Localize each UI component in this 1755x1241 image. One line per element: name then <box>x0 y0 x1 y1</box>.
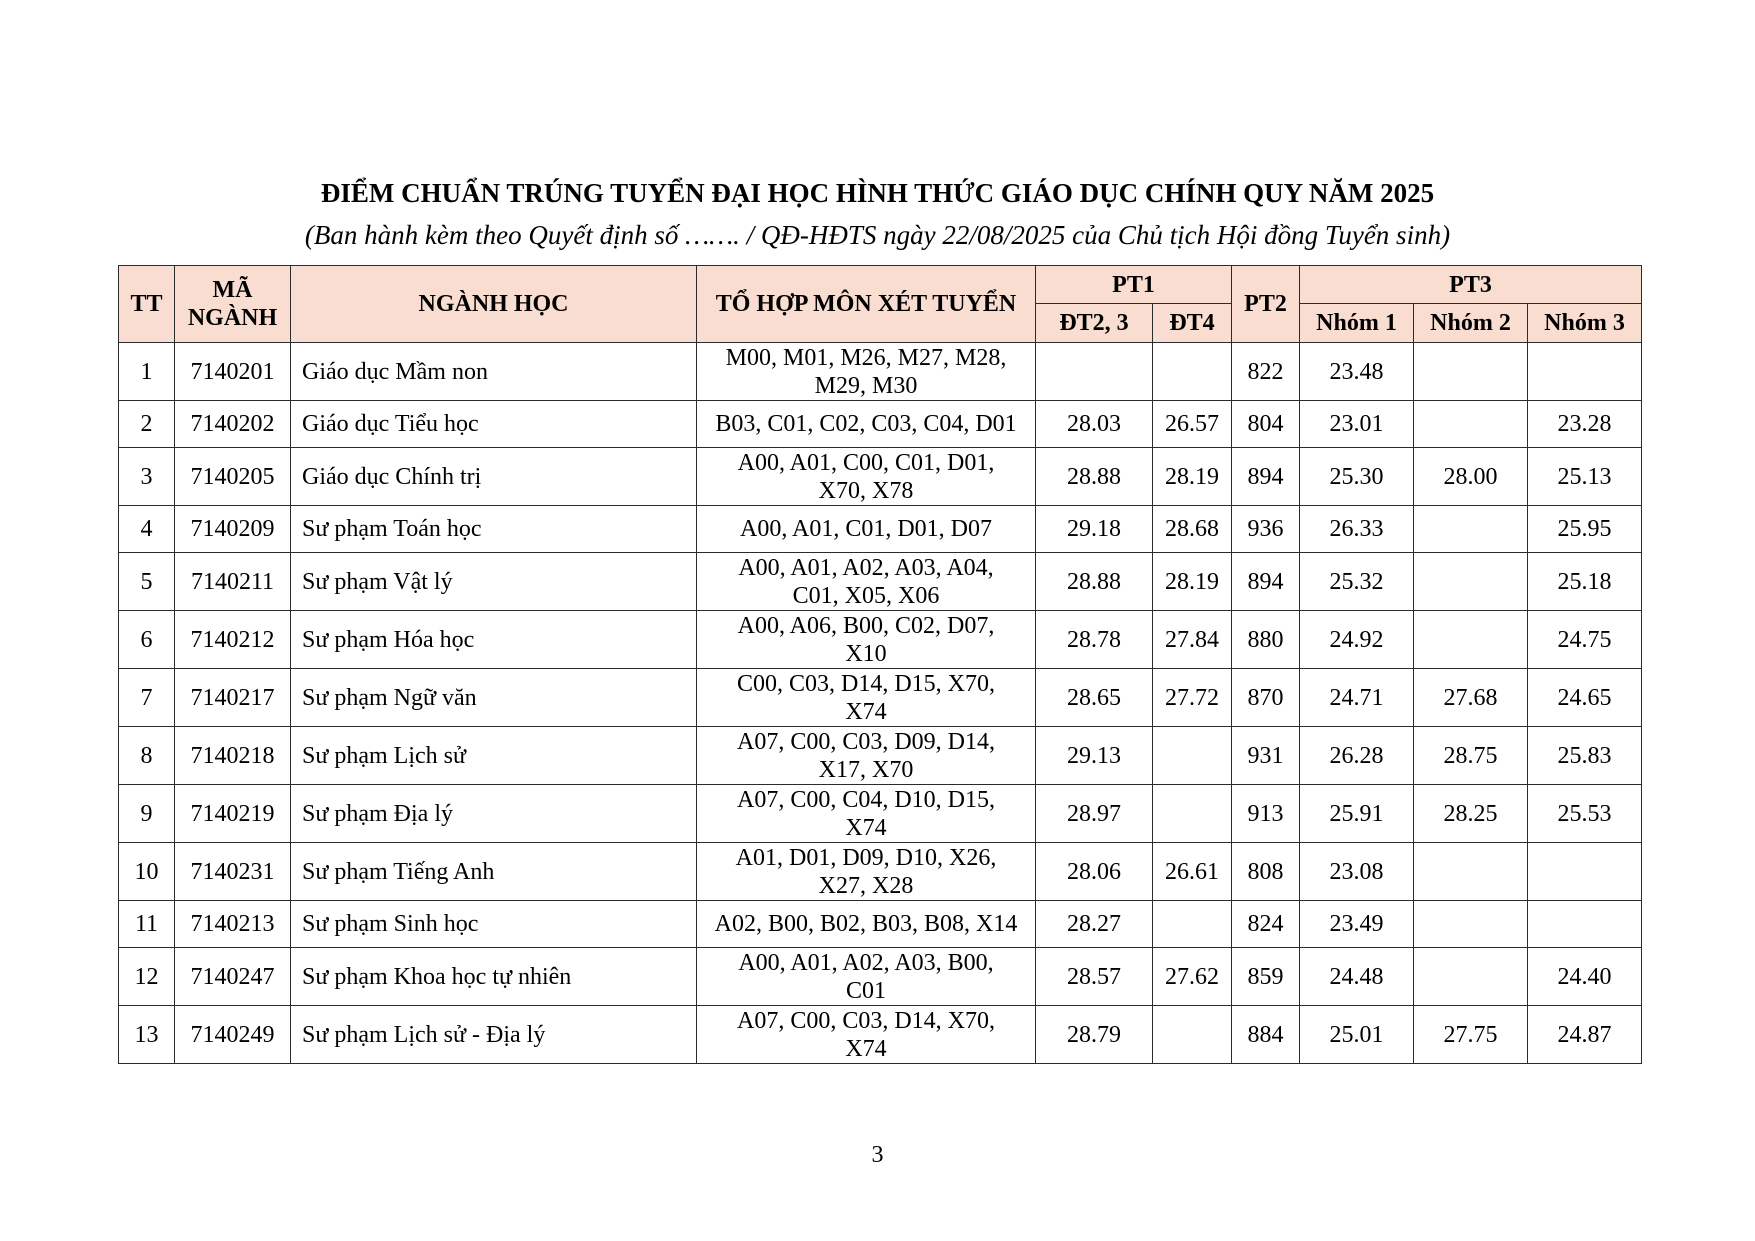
row-code: 7140247 <box>175 948 291 1006</box>
row-pt3-nhom1: 24.92 <box>1300 611 1414 669</box>
table-row <box>119 553 1642 611</box>
row-code: 7140211 <box>175 553 291 611</box>
row-tt: 7 <box>119 669 175 727</box>
row-name: Sư phạm Ngữ văn <box>291 669 697 727</box>
row-pt1-dt4 <box>1153 343 1232 401</box>
row-combo-line-1: A01, D01, D09, D10, X26, <box>735 844 997 871</box>
row-combo <box>697 611 1036 669</box>
row-pt1-dt4 <box>1153 901 1232 948</box>
row-pt3-nhom1: 25.91 <box>1300 785 1414 843</box>
row-combo-line-2: X27, X28 <box>818 872 914 899</box>
row-combo <box>697 901 1036 948</box>
row-pt3-nhom2 <box>1414 506 1528 553</box>
row-pt3-nhom1: 26.33 <box>1300 506 1414 553</box>
row-combo <box>697 506 1036 553</box>
row-pt2: 931 <box>1232 727 1300 785</box>
row-tt: 10 <box>119 843 175 901</box>
header-pt3: PT3 <box>1300 266 1642 304</box>
row-combo-line-1: A00, A06, B00, C02, D07, <box>737 612 995 639</box>
row-pt3-nhom1: 23.49 <box>1300 901 1414 948</box>
row-name: Sư phạm Tiếng Anh <box>291 843 697 901</box>
row-name: Giáo dục Mầm non <box>291 343 697 401</box>
row-code: 7140212 <box>175 611 291 669</box>
row-pt3-nhom1: 25.30 <box>1300 448 1414 506</box>
row-combo <box>697 669 1036 727</box>
table-row <box>119 1006 1642 1064</box>
row-pt1-dt23: 29.13 <box>1036 727 1153 785</box>
row-combo-line-1: A00, A01, C00, C01, D01, <box>737 449 995 476</box>
table-row <box>119 785 1642 843</box>
table-row <box>119 448 1642 506</box>
row-combo <box>697 343 1036 401</box>
row-name: Sư phạm Sinh học <box>291 901 697 948</box>
row-pt2: 884 <box>1232 1006 1300 1064</box>
row-pt1-dt4: 27.84 <box>1153 611 1232 669</box>
row-pt1-dt23: 28.97 <box>1036 785 1153 843</box>
row-pt3-nhom1: 23.01 <box>1300 401 1414 448</box>
row-combo <box>697 785 1036 843</box>
row-pt2: 804 <box>1232 401 1300 448</box>
row-tt: 6 <box>119 611 175 669</box>
table-row <box>119 611 1642 669</box>
row-code: 7140231 <box>175 843 291 901</box>
row-combo-line-2: M29, M30 <box>814 372 918 399</box>
row-tt: 12 <box>119 948 175 1006</box>
row-pt1-dt23: 28.88 <box>1036 448 1153 506</box>
page-number: 3 <box>871 1142 884 1168</box>
header-ma-nganh <box>175 266 291 343</box>
row-pt1-dt23: 28.78 <box>1036 611 1153 669</box>
row-pt1-dt4 <box>1153 727 1232 785</box>
row-pt3-nhom1: 25.32 <box>1300 553 1414 611</box>
row-code: 7140218 <box>175 727 291 785</box>
row-combo <box>697 553 1036 611</box>
row-combo-line-1: A07, C00, C04, D10, D15, <box>736 786 995 813</box>
row-pt3-nhom2 <box>1414 901 1528 948</box>
row-tt: 3 <box>119 448 175 506</box>
row-pt3-nhom2: 28.75 <box>1414 727 1528 785</box>
row-combo-line-2: C01, X05, X06 <box>792 582 940 609</box>
row-pt3-nhom2 <box>1414 343 1528 401</box>
row-pt3-nhom1: 24.71 <box>1300 669 1414 727</box>
row-combo-line-1: A07, C00, C03, D14, X70, <box>736 1007 995 1034</box>
row-tt: 5 <box>119 553 175 611</box>
row-pt1-dt4: 26.57 <box>1153 401 1232 448</box>
row-pt1-dt4 <box>1153 785 1232 843</box>
row-tt: 9 <box>119 785 175 843</box>
table-header <box>119 266 1642 343</box>
row-pt1-dt23: 28.03 <box>1036 401 1153 448</box>
row-combo <box>697 727 1036 785</box>
row-pt3-nhom1: 26.28 <box>1300 727 1414 785</box>
row-code: 7140213 <box>175 901 291 948</box>
document-subtitle: (Ban hành kèm theo Quyết định số ……. / QĐ-HĐTS ngày 22/08/2025 của Chủ tịch Hội đồng Tuyển sinh) <box>304 220 1451 250</box>
row-pt3-nhom3 <box>1528 901 1642 948</box>
row-pt3-nhom2 <box>1414 401 1528 448</box>
table-row <box>119 948 1642 1006</box>
row-combo-line-1: C00, C03, D14, D15, X70, <box>736 670 995 697</box>
row-tt: 13 <box>119 1006 175 1064</box>
row-pt2: 822 <box>1232 343 1300 401</box>
row-pt1-dt23: 28.79 <box>1036 1006 1153 1064</box>
row-combo-line-2: X17, X70 <box>818 756 914 783</box>
row-name: Giáo dục Tiểu học <box>291 401 697 448</box>
row-tt: 8 <box>119 727 175 785</box>
row-pt3-nhom2 <box>1414 611 1528 669</box>
row-pt3-nhom3: 24.75 <box>1528 611 1642 669</box>
header-pt1-dt4: ĐT4 <box>1153 304 1232 343</box>
header-pt3-nhom1: Nhóm 1 <box>1300 304 1414 343</box>
header-pt3-nhom3: Nhóm 3 <box>1528 304 1642 343</box>
row-pt1-dt4: 27.72 <box>1153 669 1232 727</box>
row-tt: 1 <box>119 343 175 401</box>
row-pt3-nhom3: 24.87 <box>1528 1006 1642 1064</box>
row-pt3-nhom2 <box>1414 948 1528 1006</box>
row-pt3-nhom1: 24.48 <box>1300 948 1414 1006</box>
row-pt2: 859 <box>1232 948 1300 1006</box>
table-row <box>119 669 1642 727</box>
row-combo-line-2: C01 <box>845 977 886 1004</box>
row-code: 7140202 <box>175 401 291 448</box>
row-combo-line-2: X74 <box>845 814 887 841</box>
row-pt3-nhom2: 27.68 <box>1414 669 1528 727</box>
row-code: 7140249 <box>175 1006 291 1064</box>
row-name: Sư phạm Lịch sử - Địa lý <box>291 1006 697 1064</box>
row-name: Sư phạm Khoa học tự nhiên <box>291 948 697 1006</box>
row-code: 7140209 <box>175 506 291 553</box>
row-pt2: 824 <box>1232 901 1300 948</box>
row-combo-line-1: A00, A01, A02, A03, B00, <box>738 949 994 976</box>
row-pt3-nhom2: 28.25 <box>1414 785 1528 843</box>
header-ma-nganh-line-1: MÃ <box>212 277 253 303</box>
table-row <box>119 901 1642 948</box>
row-pt3-nhom2 <box>1414 553 1528 611</box>
row-pt1-dt23: 28.57 <box>1036 948 1153 1006</box>
row-pt3-nhom3: 25.18 <box>1528 553 1642 611</box>
row-pt3-nhom3: 23.28 <box>1528 401 1642 448</box>
row-pt3-nhom3 <box>1528 343 1642 401</box>
header-ma-nganh-line-2: NGÀNH <box>187 305 278 331</box>
row-tt: 11 <box>119 901 175 948</box>
row-combo-line-1: A00, A01, A02, A03, A04, <box>738 554 994 581</box>
row-name: Sư phạm Toán học <box>291 506 697 553</box>
row-pt1-dt4: 28.19 <box>1153 448 1232 506</box>
table-row <box>119 843 1642 901</box>
row-name: Giáo dục Chính trị <box>291 448 697 506</box>
row-pt2: 936 <box>1232 506 1300 553</box>
row-combo-line-2: X10 <box>845 640 887 667</box>
row-combo-line-1: A07, C00, C03, D09, D14, <box>736 728 995 755</box>
row-pt1-dt23: 28.06 <box>1036 843 1153 901</box>
row-pt3-nhom2: 28.00 <box>1414 448 1528 506</box>
row-combo-line-1: A00, A01, C01, D01, D07 <box>739 516 992 542</box>
row-pt3-nhom3: 24.65 <box>1528 669 1642 727</box>
row-tt: 2 <box>119 401 175 448</box>
row-code: 7140219 <box>175 785 291 843</box>
admission-scores-table <box>118 265 1642 1064</box>
row-combo-line-1: M00, M01, M26, M27, M28, <box>725 344 1007 371</box>
row-pt1-dt4: 26.61 <box>1153 843 1232 901</box>
row-pt2: 913 <box>1232 785 1300 843</box>
row-pt1-dt23 <box>1036 343 1153 401</box>
row-pt3-nhom1: 23.08 <box>1300 843 1414 901</box>
row-pt1-dt23: 29.18 <box>1036 506 1153 553</box>
document-title: ĐIỂM CHUẨN TRÚNG TUYỂN ĐẠI HỌC HÌNH THỨC GIÁO DỤC CHÍNH QUY NĂM 2025 <box>320 178 1435 208</box>
row-pt3-nhom2 <box>1414 843 1528 901</box>
row-pt3-nhom2: 27.75 <box>1414 1006 1528 1064</box>
row-pt2: 880 <box>1232 611 1300 669</box>
row-pt1-dt23: 28.27 <box>1036 901 1153 948</box>
header-nganh-hoc: NGÀNH HỌC <box>291 266 697 343</box>
row-pt1-dt23: 28.88 <box>1036 553 1153 611</box>
row-pt1-dt4: 28.68 <box>1153 506 1232 553</box>
row-combo <box>697 401 1036 448</box>
row-combo <box>697 948 1036 1006</box>
row-combo-line-2: X74 <box>845 1035 887 1062</box>
table-row <box>119 727 1642 785</box>
row-pt1-dt4: 27.62 <box>1153 948 1232 1006</box>
row-name: Sư phạm Lịch sử <box>291 727 697 785</box>
row-pt1-dt4 <box>1153 1006 1232 1064</box>
row-combo-line-1: A02, B00, B02, B03, B08, X14 <box>714 911 1018 937</box>
header-tt: TT <box>119 266 175 343</box>
row-pt3-nhom1: 23.48 <box>1300 343 1414 401</box>
table-row <box>119 506 1642 553</box>
row-name: Sư phạm Địa lý <box>291 785 697 843</box>
row-code: 7140217 <box>175 669 291 727</box>
table-row <box>119 343 1642 401</box>
row-pt1-dt23: 28.65 <box>1036 669 1153 727</box>
row-pt3-nhom3: 25.95 <box>1528 506 1642 553</box>
row-code: 7140205 <box>175 448 291 506</box>
row-combo <box>697 1006 1036 1064</box>
table-body <box>119 343 1642 1064</box>
row-pt2: 894 <box>1232 448 1300 506</box>
row-name: Sư phạm Hóa học <box>291 611 697 669</box>
row-combo <box>697 843 1036 901</box>
row-name: Sư phạm Vật lý <box>291 553 697 611</box>
header-pt1-dt23: ĐT2, 3 <box>1036 304 1153 343</box>
row-pt3-nhom3: 25.83 <box>1528 727 1642 785</box>
row-pt3-nhom1: 25.01 <box>1300 1006 1414 1064</box>
row-pt3-nhom3: 25.13 <box>1528 448 1642 506</box>
row-pt3-nhom3 <box>1528 843 1642 901</box>
header-pt1: PT1 <box>1036 266 1232 304</box>
row-pt3-nhom3: 25.53 <box>1528 785 1642 843</box>
header-pt3-nhom2: Nhóm 2 <box>1414 304 1528 343</box>
header-pt2: PT2 <box>1232 266 1300 343</box>
row-combo-line-1: B03, C01, C02, C03, C04, D01 <box>715 411 1017 437</box>
header-to-hop: TỔ HỢP MÔN XÉT TUYỂN <box>697 266 1036 343</box>
table-row <box>119 401 1642 448</box>
row-pt2: 870 <box>1232 669 1300 727</box>
row-combo <box>697 448 1036 506</box>
row-pt1-dt4: 28.19 <box>1153 553 1232 611</box>
row-tt: 4 <box>119 506 175 553</box>
row-pt3-nhom3: 24.40 <box>1528 948 1642 1006</box>
row-combo-line-2: X74 <box>845 698 887 725</box>
row-pt2: 894 <box>1232 553 1300 611</box>
row-pt2: 808 <box>1232 843 1300 901</box>
row-combo-line-2: X70, X78 <box>818 477 914 504</box>
row-code: 7140201 <box>175 343 291 401</box>
